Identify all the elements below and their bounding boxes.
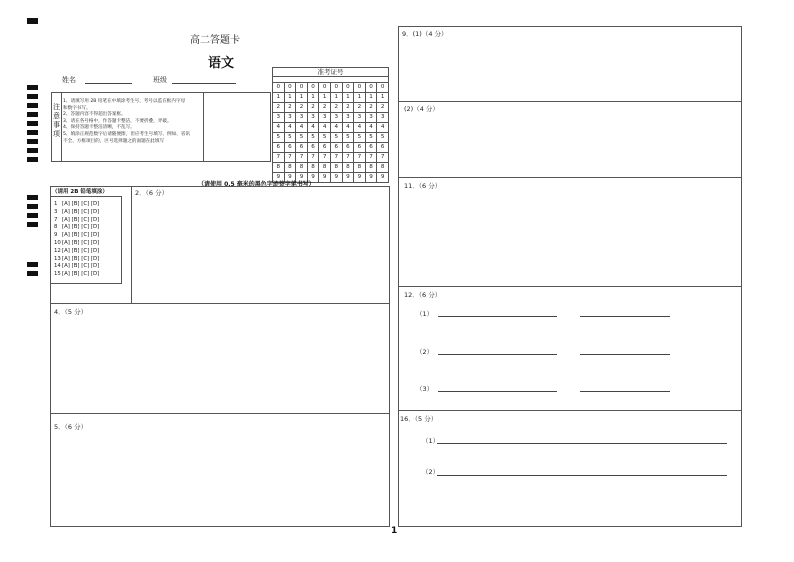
- q16-answer-line[interactable]: [437, 443, 727, 444]
- exam-id-row: [273, 93, 389, 103]
- q12-item-3: （3）: [416, 385, 434, 393]
- exam-id-bubble[interactable]: 2: [377, 103, 389, 113]
- mc-options[interactable]: [A] [B] [C] [D]: [62, 263, 100, 270]
- exam-id-bubble[interactable]: 5: [342, 133, 354, 143]
- exam-id-bubble[interactable]: 8: [296, 163, 308, 173]
- notice-right-divider: [203, 92, 204, 162]
- exam-id-bubble[interactable]: 0: [365, 83, 377, 93]
- exam-id-bubble[interactable]: 1: [377, 93, 389, 103]
- exam-id-bubble[interactable]: 0: [354, 83, 366, 93]
- exam-id-row: [273, 123, 389, 133]
- exam-id-bubble[interactable]: 3: [354, 113, 366, 123]
- exam-id-bubble[interactable]: 5: [354, 133, 366, 143]
- exam-id-bubble[interactable]: 6: [319, 143, 331, 153]
- exam-id-bubble[interactable]: 7: [307, 153, 319, 163]
- notice-heading: 注 意 事 项: [53, 103, 60, 138]
- position-mark: [27, 94, 38, 99]
- position-mark: [27, 204, 38, 209]
- notice-text: 1、请填写用 2B 铅笔在中填涂考生号，考号以监在框内字母 和数字书写。 2、答题内容不得超出答案框。 3、请在各号格中，作答题卡整洁，不要折叠，弄破。 4、保持答题卡整洁清晰，不乱写。 5、填涂正规范数字后请随便擦，但应考生号填写、例如、省讯 不全、方框项目的，区号选择题之的面题在此填写: [63, 99, 190, 144]
- q12-item-2: （2）: [416, 348, 434, 356]
- exam-id-bubble[interactable]: 9: [365, 173, 377, 183]
- q16-item-2: （2）: [422, 468, 440, 476]
- position-mark: [27, 112, 38, 117]
- exam-id-bubble[interactable]: 7: [273, 153, 285, 163]
- q5-answer-box[interactable]: [50, 413, 390, 527]
- mc-header: （请用 2B 铅笔填涂）: [52, 189, 108, 195]
- q12-answer-line[interactable]: [580, 316, 670, 317]
- mc-question-row[interactable]: [54, 209, 99, 217]
- exam-id-bubble[interactable]: 4: [354, 123, 366, 133]
- mc-question-row[interactable]: [54, 240, 99, 248]
- mc-divider: [131, 186, 132, 304]
- exam-id-bubble[interactable]: 1: [365, 93, 377, 103]
- exam-id-bubble[interactable]: 5: [377, 133, 389, 143]
- q4-label: 4．（5 分）: [54, 308, 88, 316]
- q12-answer-line[interactable]: [438, 316, 557, 317]
- exam-id-bubble[interactable]: 6: [284, 143, 296, 153]
- exam-id-bubble[interactable]: 1: [354, 93, 366, 103]
- exam-id-bubble[interactable]: 9: [273, 173, 285, 183]
- exam-id-bubble[interactable]: 8: [342, 163, 354, 173]
- exam-id-bubble[interactable]: 8: [377, 163, 389, 173]
- exam-id-bubble[interactable]: 1: [342, 93, 354, 103]
- exam-id-bubble[interactable]: 4: [377, 123, 389, 133]
- exam-id-bubble[interactable]: 8: [354, 163, 366, 173]
- exam-id-bubble[interactable]: 6: [273, 143, 285, 153]
- mc-question-number: 14: [54, 263, 61, 270]
- class-field[interactable]: [172, 83, 236, 84]
- position-mark: [27, 130, 38, 135]
- q2-label: 2．（6 分）: [135, 189, 169, 197]
- exam-id-row: [273, 113, 389, 123]
- mc-options[interactable]: [A] [B] [C] [D]: [62, 247, 100, 254]
- exam-id-bubble[interactable]: 6: [307, 143, 319, 153]
- q16-item-1: （1）: [422, 437, 440, 445]
- exam-id-bubble[interactable]: 5: [296, 133, 308, 143]
- mc-options[interactable]: [A] [B] [C] [D]: [62, 239, 100, 246]
- mc-question-row[interactable]: [54, 201, 99, 209]
- exam-id-bubble[interactable]: 2: [319, 103, 331, 113]
- exam-id-bubble[interactable]: 3: [365, 113, 377, 123]
- mc-question-number: 3: [54, 208, 58, 215]
- exam-id-bubble[interactable]: 4: [330, 123, 342, 133]
- q12-item-1: （1）: [416, 310, 434, 318]
- exam-id-bubble[interactable]: 4: [284, 123, 296, 133]
- exam-id-bubble[interactable]: 0: [307, 83, 319, 93]
- mc-question-number: 1: [54, 201, 58, 207]
- position-mark: [27, 262, 38, 267]
- exam-id-bubble[interactable]: 7: [319, 153, 331, 163]
- exam-id-bubble[interactable]: 2: [296, 103, 308, 113]
- exam-id-bubble[interactable]: 4: [273, 123, 285, 133]
- exam-id-bubble[interactable]: 1: [307, 93, 319, 103]
- exam-id-bubble[interactable]: 2: [284, 103, 296, 113]
- sheet-title: 语文: [208, 56, 235, 71]
- divider: [398, 101, 742, 102]
- mc-options[interactable]: [A] [B] [C] [D]: [62, 208, 100, 215]
- mc-options[interactable]: [A] [B] [C] [D]: [62, 201, 100, 207]
- exam-id-row: [273, 143, 389, 153]
- q12-answer-line[interactable]: [438, 354, 557, 355]
- exam-id-bubble[interactable]: 8: [284, 163, 296, 173]
- exam-id-bubble[interactable]: 8: [330, 163, 342, 173]
- q9b-label: (2)（4 分）: [404, 105, 439, 113]
- exam-id-bubble[interactable]: 4: [307, 123, 319, 133]
- exam-id-bubble[interactable]: 7: [377, 153, 389, 163]
- exam-id-bubble[interactable]: 6: [377, 143, 389, 153]
- exam-id-bubble[interactable]: 1: [296, 93, 308, 103]
- exam-id-bubble[interactable]: 7: [330, 153, 342, 163]
- q12-label: 12．（6 分）: [404, 291, 442, 299]
- position-mark: [27, 157, 38, 162]
- name-field[interactable]: [85, 83, 132, 84]
- exam-id-bubble[interactable]: 7: [365, 153, 377, 163]
- position-mark: [27, 139, 38, 144]
- exam-id-row: [273, 163, 389, 173]
- exam-id-bubble[interactable]: 0: [330, 83, 342, 93]
- mc-question-number: 7: [54, 216, 58, 223]
- exam-id-bubble[interactable]: 3: [273, 113, 285, 123]
- exam-id-bubble[interactable]: 6: [330, 143, 342, 153]
- exam-id-bubble[interactable]: 8: [319, 163, 331, 173]
- mc-question-row[interactable]: [54, 271, 99, 279]
- exam-id-bubble[interactable]: 2: [342, 103, 354, 113]
- class-label: 班级: [153, 76, 167, 84]
- exam-id-bubble[interactable]: 1: [330, 93, 342, 103]
- position-mark: [27, 85, 38, 90]
- exam-id-row: [273, 83, 389, 93]
- divider: [398, 286, 742, 287]
- position-mark: [27, 213, 38, 218]
- exam-id-bubble[interactable]: 2: [365, 103, 377, 113]
- position-mark: [27, 222, 38, 227]
- exam-id-bubble[interactable]: 0: [296, 83, 308, 93]
- mc-question-row[interactable]: [54, 217, 99, 225]
- exam-id-bubble[interactable]: 9: [296, 173, 308, 183]
- position-mark: [27, 103, 38, 108]
- exam-id-bubble[interactable]: 5: [273, 133, 285, 143]
- exam-id-bubble[interactable]: 5: [330, 133, 342, 143]
- position-mark: [27, 18, 38, 24]
- mc-question-number: 9: [54, 232, 58, 239]
- exam-id-bubble[interactable]: 1: [319, 93, 331, 103]
- exam-id-bubble[interactable]: 4: [319, 123, 331, 133]
- exam-id-bubble[interactable]: 2: [354, 103, 366, 113]
- mc-question-number: 10: [54, 239, 61, 246]
- mc-question-number: 15: [54, 271, 61, 278]
- exam-id-bubble[interactable]: 4: [365, 123, 377, 133]
- exam-id-bubble[interactable]: 3: [342, 113, 354, 123]
- q5-label: 5．（6 分）: [54, 423, 88, 431]
- exam-id-bubble[interactable]: 7: [354, 153, 366, 163]
- exam-id-bubble[interactable]: 8: [273, 163, 285, 173]
- exam-id-bubble[interactable]: 2: [330, 103, 342, 113]
- q12-answer-line[interactable]: [580, 354, 670, 355]
- exam-id-bubble[interactable]: 9: [377, 173, 389, 183]
- exam-id-bubble[interactable]: 0: [284, 83, 296, 93]
- mc-options[interactable]: [A] [B] [C] [D]: [62, 232, 100, 239]
- exam-id-bubble[interactable]: 0: [342, 83, 354, 93]
- q12-answer-line[interactable]: [438, 391, 557, 392]
- exam-id-bubble[interactable]: 3: [307, 113, 319, 123]
- mc-question-row[interactable]: [54, 224, 99, 232]
- exam-id-bubble[interactable]: 8: [307, 163, 319, 173]
- q4-answer-box[interactable]: [50, 303, 390, 414]
- exam-id-bubble[interactable]: 0: [377, 83, 389, 93]
- exam-id-bubble[interactable]: 5: [307, 133, 319, 143]
- exam-id-bubble[interactable]: 3: [296, 113, 308, 123]
- q9-label: 9．(1)（4 分）: [402, 30, 448, 38]
- mc-question-number: 12: [54, 247, 61, 254]
- exam-id-bubble[interactable]: 9: [284, 173, 296, 183]
- exam-id-bubble[interactable]: 0: [319, 83, 331, 93]
- position-mark: [27, 121, 38, 126]
- q16-label: 16．（5 分）: [400, 415, 438, 423]
- q11-label: 11．（6 分）: [404, 182, 442, 190]
- exam-id-bubble[interactable]: 6: [365, 143, 377, 153]
- exam-id-bubble[interactable]: 7: [296, 153, 308, 163]
- mc-question-row[interactable]: [54, 256, 99, 264]
- exam-id-bubble[interactable]: 8: [365, 163, 377, 173]
- exam-id-bubble[interactable]: 0: [273, 83, 285, 93]
- mc-options[interactable]: [A] [B] [C] [D]: [62, 255, 100, 262]
- exam-id-row: [273, 153, 389, 163]
- mc-options[interactable]: [A] [B] [C] [D]: [62, 271, 100, 278]
- writing-instruction: （请使用 0.5 毫米的黑色字迹签字笔书写）: [198, 181, 315, 188]
- q12-answer-line[interactable]: [580, 391, 670, 392]
- notice-heading-divider: [61, 92, 62, 162]
- divider: [398, 410, 742, 411]
- q16-answer-line[interactable]: [437, 475, 727, 476]
- exam-id-grid[interactable]: [272, 82, 389, 183]
- exam-id-bubble[interactable]: 6: [342, 143, 354, 153]
- name-label: 姓名: [62, 76, 76, 84]
- exam-id-bubble[interactable]: 6: [354, 143, 366, 153]
- position-mark: [27, 195, 38, 200]
- mc-question-number: 8: [54, 224, 58, 231]
- exam-id-bubble[interactable]: 9: [319, 173, 331, 183]
- divider: [398, 177, 742, 178]
- exam-id-bubble[interactable]: 9: [342, 173, 354, 183]
- mc-question-row[interactable]: [54, 263, 99, 271]
- exam-id-bubble[interactable]: 2: [273, 103, 285, 113]
- exam-id-bubble[interactable]: 7: [284, 153, 296, 163]
- exam-id-bubble[interactable]: 1: [284, 93, 296, 103]
- exam-id-bubble[interactable]: 2: [307, 103, 319, 113]
- exam-id-bubble[interactable]: 4: [342, 123, 354, 133]
- mc-question-row[interactable]: [54, 248, 99, 256]
- exam-id-bubble[interactable]: 3: [284, 113, 296, 123]
- exam-id-bubble[interactable]: 6: [296, 143, 308, 153]
- exam-id-bubble[interactable]: 7: [342, 153, 354, 163]
- exam-id-bubble[interactable]: 5: [365, 133, 377, 143]
- exam-id-row: [273, 133, 389, 143]
- exam-id-bubble[interactable]: 3: [330, 113, 342, 123]
- position-mark: [27, 148, 38, 153]
- exam-id-bubble[interactable]: 9: [354, 173, 366, 183]
- exam-id-bubble[interactable]: 4: [296, 123, 308, 133]
- page-number: 1: [391, 526, 398, 536]
- exam-id-bubble[interactable]: 3: [377, 113, 389, 123]
- exam-id-bubble[interactable]: 9: [307, 173, 319, 183]
- exam-id-bubble[interactable]: 5: [319, 133, 331, 143]
- position-mark: [27, 271, 38, 276]
- exam-id-bubble[interactable]: 9: [330, 173, 342, 183]
- exam-id-bubble[interactable]: 5: [284, 133, 296, 143]
- exam-id-bubble[interactable]: 3: [319, 113, 331, 123]
- exam-id-row: [273, 103, 389, 113]
- mc-question-list[interactable]: [54, 201, 99, 279]
- exam-id-bubble[interactable]: 1: [273, 93, 285, 103]
- mc-options[interactable]: [A] [B] [C] [D]: [62, 224, 100, 231]
- sheet-subtitle: 高二答题卡: [190, 35, 240, 46]
- exam-id-title-box: 准考证号: [272, 67, 389, 77]
- mc-options[interactable]: [A] [B] [C] [D]: [62, 216, 100, 223]
- mc-question-number: 13: [54, 255, 61, 262]
- mc-question-row[interactable]: [54, 232, 99, 240]
